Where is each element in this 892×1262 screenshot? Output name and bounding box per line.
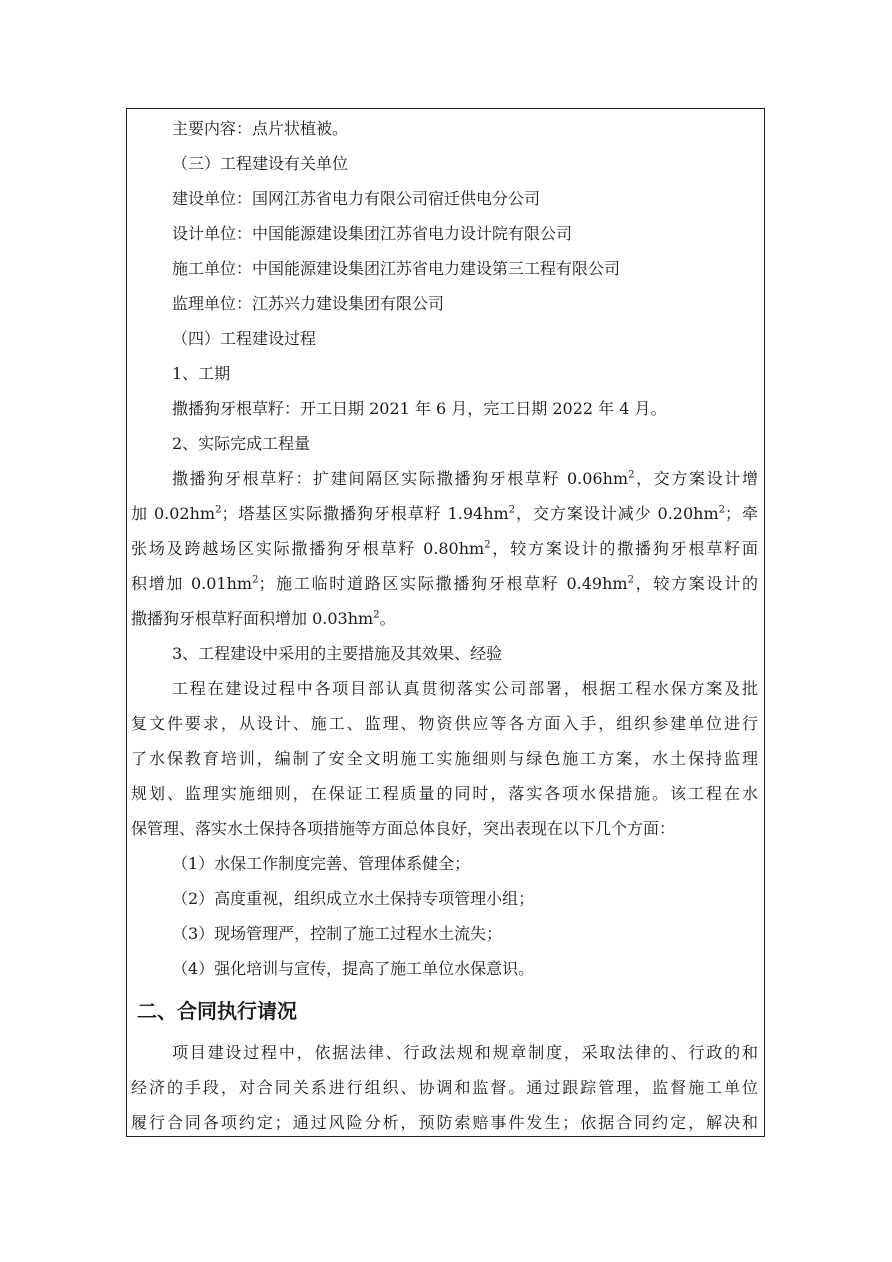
paragraph-line: 保管理、落实水土保持各项措施等方面总体良好，突出表现在以下几个方面： — [131, 819, 676, 838]
line-schedule-dates: 撒播狗牙根草籽：开工日期 2021 年 6 月，完工日期 2022 年 4 月。 — [172, 399, 667, 418]
paragraph-line: 规划、监理实施细则，在保证工程质量的同时，落实各项水保措施。该工程在水 — [131, 784, 758, 803]
paragraph-line: 项目建设过程中，依据法律、行政法规和规章制度，采取法律的、行政的和 — [172, 1043, 758, 1062]
document-frame — [126, 108, 765, 1137]
line-construction-unit: 建设单位：国网江苏省电力有限公司宿迁供电分公司 — [172, 189, 541, 208]
paragraph-line: 复文件要求，从设计、施工、监理、物资供应等各方面入手，组织参建单位进行 — [131, 714, 758, 733]
paragraph-line: 积增加 $0.01hm^2$；施工临时道路区实际撒播狗牙根草籽 $0.49hm^2$，较方案设计的 — [131, 574, 758, 593]
paragraph-line: 撒播狗牙根草籽面积增加 $0.03hm^2$。 — [131, 609, 396, 628]
subheading-schedule: 1、工期 — [172, 364, 231, 383]
list-item: （2）高度重视，组织成立水土保持专项管理小组； — [172, 889, 535, 908]
list-item: （1）水保工作制度完善、管理体系健全； — [172, 854, 471, 873]
line-contractor-unit: 施工单位：中国能源建设集团江苏省电力建设第三工程有限公司 — [172, 259, 621, 278]
paragraph-line: 张场及跨越场区实际撒播狗牙根草籽 $0.80hm^2$，较方案设计的撒播狗牙根草籽面 — [131, 539, 758, 558]
line-design-unit: 设计单位：中国能源建设集团江苏省电力设计院有限公司 — [172, 224, 573, 243]
subheading-measures: 3、工程建设中采用的主要措施及其效果、经验 — [172, 644, 503, 663]
subheading-quantities: 2、实际完成工程量 — [172, 434, 311, 453]
section-heading-units: （三）工程建设有关单位 — [172, 154, 349, 173]
list-item: （4）强化培训与宣传，提高了施工单位水保意识。 — [172, 959, 535, 978]
section-title-contract: 二、合同执行请况 — [137, 999, 297, 1023]
paragraph-line: 了水保教育培训，编制了安全文明施工实施细则与绿色施工方案，水土保持监理 — [131, 749, 758, 768]
list-item: （3）现场管理严，控制了施工过程水土流失； — [172, 924, 503, 943]
paragraph-line: 加 $0.02hm^2$；塔基区实际撒播狗牙根草籽 $1.94hm^2$，交方案设计减少 $0.20hm^2$；牵 — [131, 504, 758, 523]
paragraph-line: 经济的手段，对合同关系进行组织、协调和监督。通过跟踪管理，监督施工单位 — [131, 1078, 758, 1097]
paragraph-line: 履行合同各项约定；通过风险分析，预防索赔事件发生；依据合同约定，解决和 — [131, 1113, 758, 1132]
paragraph-line: 工程在建设过程中各项目部认真贯彻落实公司部署，根据工程水保方案及批 — [172, 679, 758, 698]
paragraph-line: 撒播狗牙根草籽：扩建间隔区实际撒播狗牙根草籽 $0.06hm^2$，交方案设计增 — [172, 469, 758, 488]
line-supervision-unit: 监理单位：江苏兴力建设集团有限公司 — [172, 294, 445, 313]
section-heading-process: （四）工程建设过程 — [172, 329, 317, 348]
line-main-content: 主要内容：点片状植被。 — [172, 119, 349, 138]
